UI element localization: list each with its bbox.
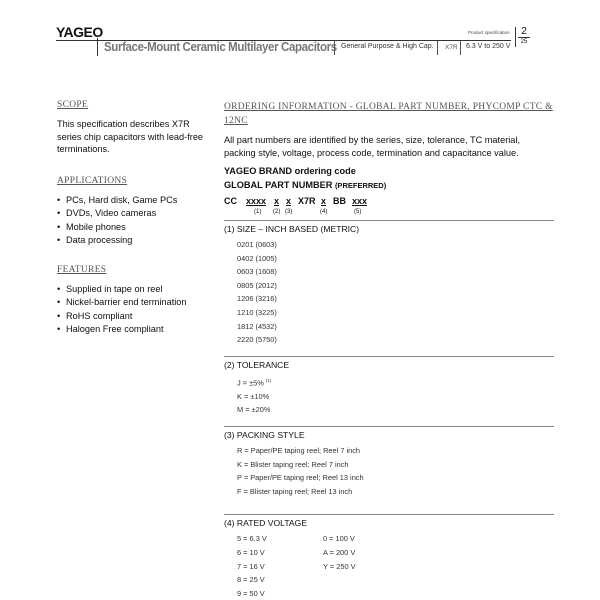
features-list xyxy=(57,283,207,337)
code-label: (3) xyxy=(285,209,293,215)
list-item: K = ±10% xyxy=(237,391,270,401)
list-item: 1206 (3216) xyxy=(237,294,277,304)
product-spec-label: Product specification xyxy=(468,30,510,35)
code-label: (1) xyxy=(254,209,262,215)
voltage-range: 6.3 V to 250 V xyxy=(466,43,511,50)
yageo-logo: YAGEO xyxy=(56,24,103,40)
list-item: • Mobile phones xyxy=(57,221,126,232)
code-voltage: x xyxy=(321,196,327,206)
features-title: FEATURES xyxy=(57,264,107,275)
list-item: 6 = 10 V xyxy=(237,547,265,557)
list-item: 7 = 16 V xyxy=(237,561,265,571)
code-capacitance: xxx xyxy=(352,196,368,206)
packing-list xyxy=(237,444,554,498)
header-separator xyxy=(334,41,335,55)
packing-heading: (3) PACKING STYLE xyxy=(224,426,554,440)
header-separator xyxy=(437,41,438,55)
list-item: J = ±5% $^{(1)}$ xyxy=(237,377,272,388)
code-packing: x xyxy=(286,196,292,206)
list-item: 8 = 25 V xyxy=(237,575,265,585)
list-item: 0603 (1608) xyxy=(237,267,277,277)
scope-text: This specification describes X7R series chip capacitors with lead-free terminations. xyxy=(57,119,204,154)
voltage-heading: (4) RATED VOLTAGE xyxy=(224,514,554,528)
ordering-title: ORDERING INFORMATION - GLOBAL PART NUMBER, PHYCOMP CTC & 12NC xyxy=(224,102,553,126)
list-item: 1210 (3225) xyxy=(237,307,277,317)
tolerance-heading: (2) TOLERANCE xyxy=(224,356,554,370)
list-item: 1812 (4532) xyxy=(237,321,277,331)
list-item: • Supplied in tape on reel xyxy=(57,283,163,294)
code-tolerance: x xyxy=(274,196,280,206)
document-subtitle: General Purpose & High Cap. xyxy=(341,43,434,50)
header-separator xyxy=(460,41,461,55)
applications-list xyxy=(57,194,207,248)
applications-title: APPLICATIONS xyxy=(57,175,128,186)
list-item: R = Paper/PE taping reel; Reel 7 inch xyxy=(237,446,361,455)
list-item: M = ±20% xyxy=(237,405,271,415)
list-item: • Data processing xyxy=(57,235,133,245)
right-column xyxy=(224,100,554,598)
ordering-intro: All part numbers are identified by the series, size, tolerance, TC material, packing style, voltage, process code, termination and capacitance value. xyxy=(224,135,521,158)
code-termination: BB xyxy=(333,196,346,206)
page-total: 25 xyxy=(520,39,528,45)
list-item: 0 = 100 V xyxy=(323,534,355,544)
page-indicator xyxy=(515,27,532,47)
code-series: CC xyxy=(224,196,237,206)
list-item: Y = 250 V xyxy=(323,561,356,571)
part-number-code xyxy=(224,196,554,220)
list-item: • Nickel-barrier end termination xyxy=(57,297,187,307)
list-item: F = Blister taping reel; Reel 13 inch xyxy=(237,486,353,496)
document-title: Surface-Mount Ceramic Multilayer Capacitors xyxy=(104,40,337,54)
page-number: 2 xyxy=(521,26,527,37)
scope-title: SCOPE xyxy=(57,100,89,110)
code-label: (4) xyxy=(320,209,328,215)
voltage-col-1 xyxy=(237,532,267,600)
list-item: 0805 (2012) xyxy=(237,280,277,290)
list-item: 5 = 6.3 V xyxy=(237,534,267,544)
list-item: • Halogen Free compliant xyxy=(57,324,164,334)
list-item: 9 = 50 V xyxy=(237,588,265,598)
size-list xyxy=(237,238,554,347)
list-item: • PCs, Hard disk, Game PCs xyxy=(57,194,178,205)
list-item: 0201 (0603) xyxy=(237,240,277,249)
tolerance-list xyxy=(237,374,554,417)
brand-ordering-heading: YAGEO BRAND ordering code xyxy=(224,166,356,176)
code-size: xxxx xyxy=(246,196,267,206)
list-item: A = 200 V xyxy=(323,547,356,557)
list-item: K = Blister taping reel; Reel 7 inch xyxy=(237,459,349,469)
global-part-number-heading: GLOBAL PART NUMBER (PREFERRED) xyxy=(224,180,387,190)
list-item: 0402 (1005) xyxy=(237,253,277,263)
list-item: • DVDs, Video cameras xyxy=(57,208,157,218)
voltage-col-2 xyxy=(323,532,356,573)
list-item: P = Paper/PE taping reel; Reel 13 inch xyxy=(237,473,364,483)
dielectric-label: X7R xyxy=(445,44,458,51)
code-label: (5) xyxy=(354,209,362,215)
code-tc-material: X7R xyxy=(298,196,316,206)
header-divider xyxy=(97,38,98,56)
code-label: (2) xyxy=(273,209,281,215)
left-column xyxy=(57,100,207,337)
list-item: • RoHS compliant xyxy=(57,310,133,321)
size-heading: (1) SIZE – INCH BASED (METRIC) xyxy=(224,220,554,234)
list-item: 2220 (5750) xyxy=(237,335,277,345)
